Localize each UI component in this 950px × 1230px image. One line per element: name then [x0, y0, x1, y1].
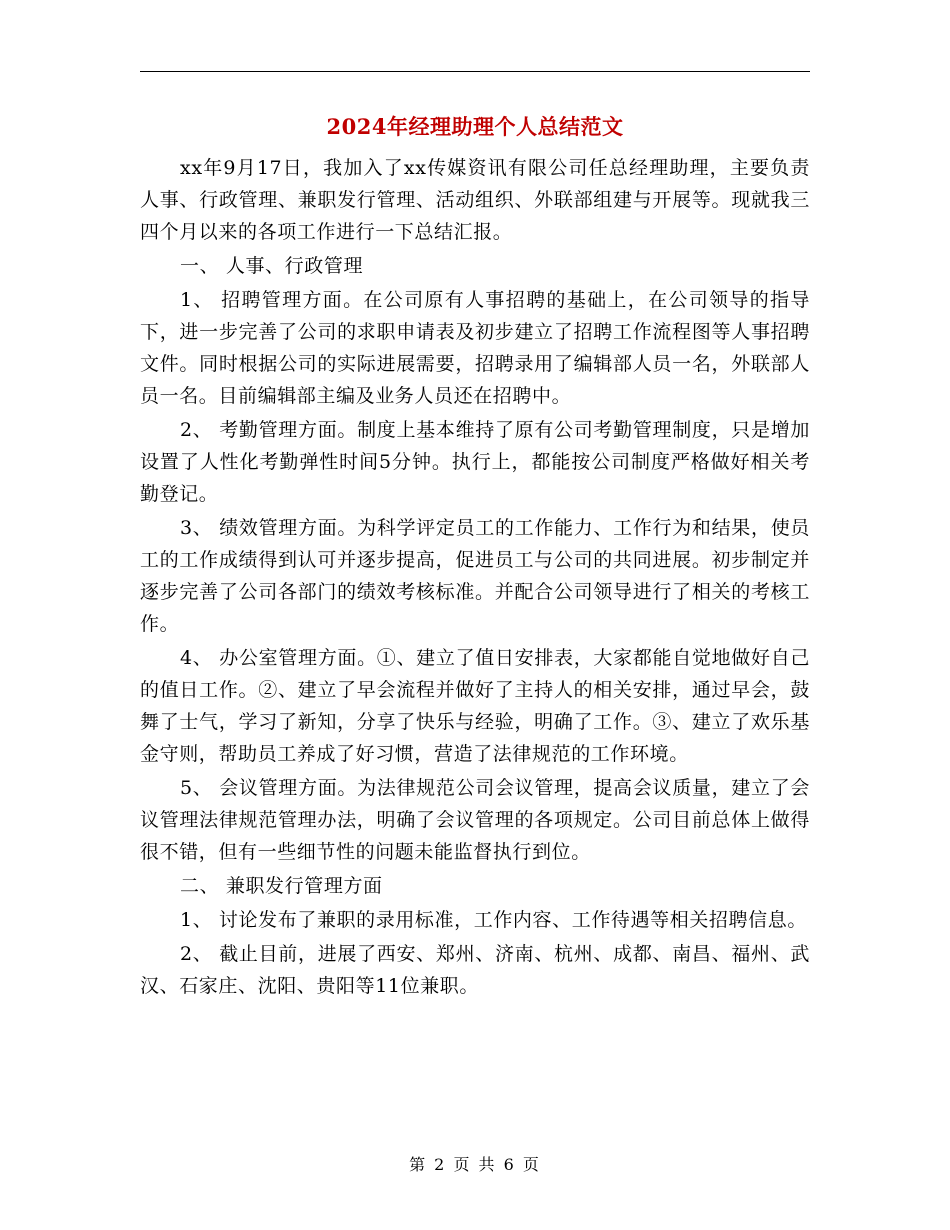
paragraph-part-time-progress: 2、 截止目前，进展了西安、郑州、济南、杭州、成都、南昌、福州、武汉、石家庄、沈阳、贵阳等11位兼职。	[140, 943, 810, 997]
section-heading-hr-admin: 一、 人事、行政管理	[180, 255, 364, 277]
page-footer: 第 2 页 共 6 页	[409, 1155, 541, 1174]
paragraph-office: 4、 办公室管理方面。①、建立了值日安排表，大家都能自觉地做好自己的值日工作。②、建立了早会流程并做好了主持人的相关安排，通过早会，鼓舞了士气，学习了新知，分享了快乐与经验，明确了工作。③、建立了欢乐基金守则，帮助员工养成了好习惯，营造了法律规范的工作环境。	[140, 647, 810, 765]
document-title: 2024年经理助理个人总结范文	[326, 114, 624, 139]
paragraph-performance: 3、 绩效管理方面。为科学评定员工的工作能力、工作行为和结果，使员工的工作成绩得到认可并逐步提高，促进员工与公司的共同进展。初步制定并逐步完善了公司各部门的绩效考核标准。并配合公司领导进行了相关的考核工作。	[140, 517, 810, 635]
paragraph-recruitment: 1、 招聘管理方面。在公司原有人事招聘的基础上，在公司领导的指导下，进一步完善了公司的求职申请表及初步建立了招聘工作流程图等人事招聘文件。同时根据公司的实际进展需要，招聘录用了编辑部人员一名，外联部人员一名。目前编辑部主编及业务人员还在招聘中。	[140, 289, 810, 407]
section-heading-part-time: 二、 兼职发行管理方面	[180, 875, 383, 897]
paragraph-attendance: 2、 考勤管理方面。制度上基本维持了原有公司考勤管理制度，只是增加设置了人性化考勤弹性时间5分钟。执行上，都能按公司制度严格做好相关考勤登记。	[140, 419, 810, 505]
paragraph-part-time-recruit: 1、 讨论发布了兼职的录用标准，工作内容、工作待遇等相关招聘信息。	[180, 909, 807, 931]
header-rule	[140, 71, 810, 72]
document-body	[140, 152, 810, 1004]
paragraph-meetings: 5、 会议管理方面。为法律规范公司会议管理，提高会议质量，建立了会议管理法律规范管理办法，明确了会议管理的各项规定。公司目前总体上做得很不错，但有一些细节性的问题未能监督执行到位。	[140, 777, 810, 863]
intro-paragraph: xx年9月17日，我加入了xx传媒资讯有限公司任总经理助理，主要负责人事、行政管理、兼职发行管理、活动组织、外联部组建与开展等。现就我三四个月以来的各项工作进行一下总结汇报。	[140, 157, 810, 243]
